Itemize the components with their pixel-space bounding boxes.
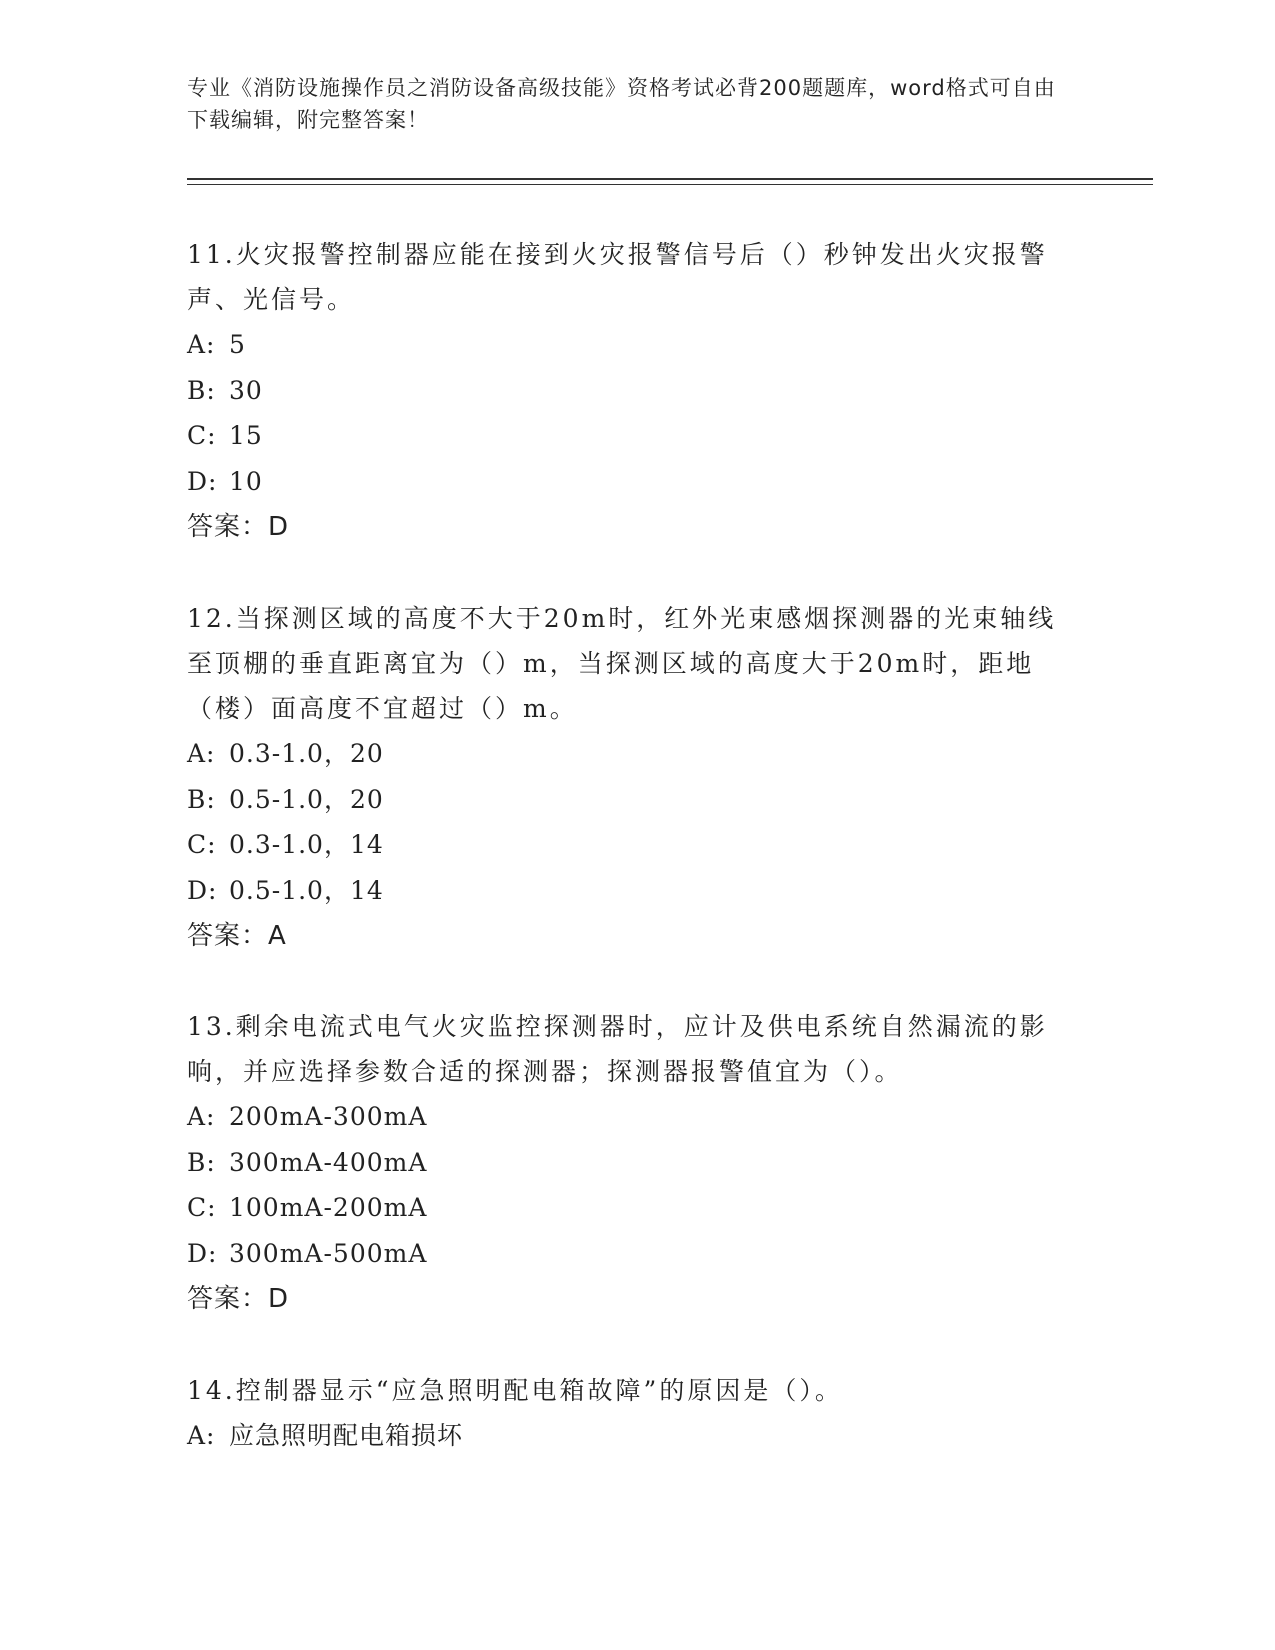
option-c (187, 413, 1077, 459)
question-stem: 14.控制器显示“应急照明配电箱故障”的原因是（）。 (187, 1376, 843, 1405)
option-key: D: (187, 1238, 218, 1268)
option-a (187, 322, 1077, 368)
question-12 (187, 596, 1077, 959)
answer-line: 答案：D (187, 512, 290, 542)
option-key: A: (187, 330, 216, 359)
question-13 (187, 1004, 1077, 1322)
option-text: 200mA-300mA (229, 1102, 428, 1131)
option-text: 0.3-1.0，14 (229, 830, 384, 859)
option-text: 5 (229, 330, 246, 359)
option-text: 100mA-200mA (229, 1193, 428, 1222)
option-key: A: (187, 1102, 216, 1131)
question-11 (187, 232, 1077, 550)
question-stem: 11.火灾报警控制器应能在接到火灾报警信号后（）秒钟发出火灾报警声、光信号。 (187, 240, 1048, 314)
option-a (187, 1094, 1077, 1140)
option-b (187, 1140, 1077, 1186)
option-d (187, 868, 1077, 914)
option-key: B: (187, 375, 216, 405)
option-key: B: (187, 1147, 216, 1177)
header-divider-thin (187, 184, 1153, 185)
option-a (187, 1413, 1077, 1459)
option-text: 0.5-1.0，20 (229, 784, 384, 814)
option-text: 30 (229, 375, 263, 405)
option-text: 300mA-500mA (229, 1238, 428, 1268)
option-text: 300mA-400mA (229, 1147, 428, 1177)
answer-line: 答案：A (187, 921, 287, 951)
option-d (187, 1231, 1077, 1277)
option-key: D: (187, 466, 218, 496)
option-text: 0.5-1.0，14 (229, 875, 384, 905)
option-b (187, 368, 1077, 414)
option-key: A: (187, 1421, 216, 1450)
option-text: 应急照明配电箱损坏 (229, 1421, 464, 1450)
option-c (187, 1185, 1077, 1231)
question-14 (187, 1368, 1077, 1459)
option-c (187, 822, 1077, 868)
option-key: D: (187, 875, 218, 905)
option-a (187, 731, 1077, 777)
header-divider-thick (187, 178, 1153, 180)
option-key: C: (187, 1193, 217, 1222)
option-b (187, 777, 1077, 823)
option-key: C: (187, 830, 217, 859)
question-stem: 12.当探测区域的高度不大于20m时，红外光束感烟探测器的光束轴线至顶棚的垂直距离宜为（）m，当探测区域的高度大于20m时，距地（楼）面高度不宜超过（）m。 (187, 604, 1057, 723)
option-key: A: (187, 739, 216, 768)
option-d (187, 459, 1077, 505)
option-text: 15 (229, 421, 263, 450)
question-stem: 13.剩余电流式电气火灾监控探测器时，应计及供电系统自然漏流的影响，并应选择参数合适的探测器；探测器报警值宜为（）。 (187, 1012, 1048, 1086)
option-key: B: (187, 784, 216, 814)
page-header: 专业《消防设施操作员之消防设备高级技能》资格考试必背200题题库，word格式可自由下载编辑，附完整答案！ (187, 76, 1056, 132)
option-text: 0.3-1.0，20 (229, 739, 384, 768)
option-key: C: (187, 421, 217, 450)
option-text: 10 (229, 466, 263, 496)
answer-line: 答案：D (187, 1284, 290, 1314)
